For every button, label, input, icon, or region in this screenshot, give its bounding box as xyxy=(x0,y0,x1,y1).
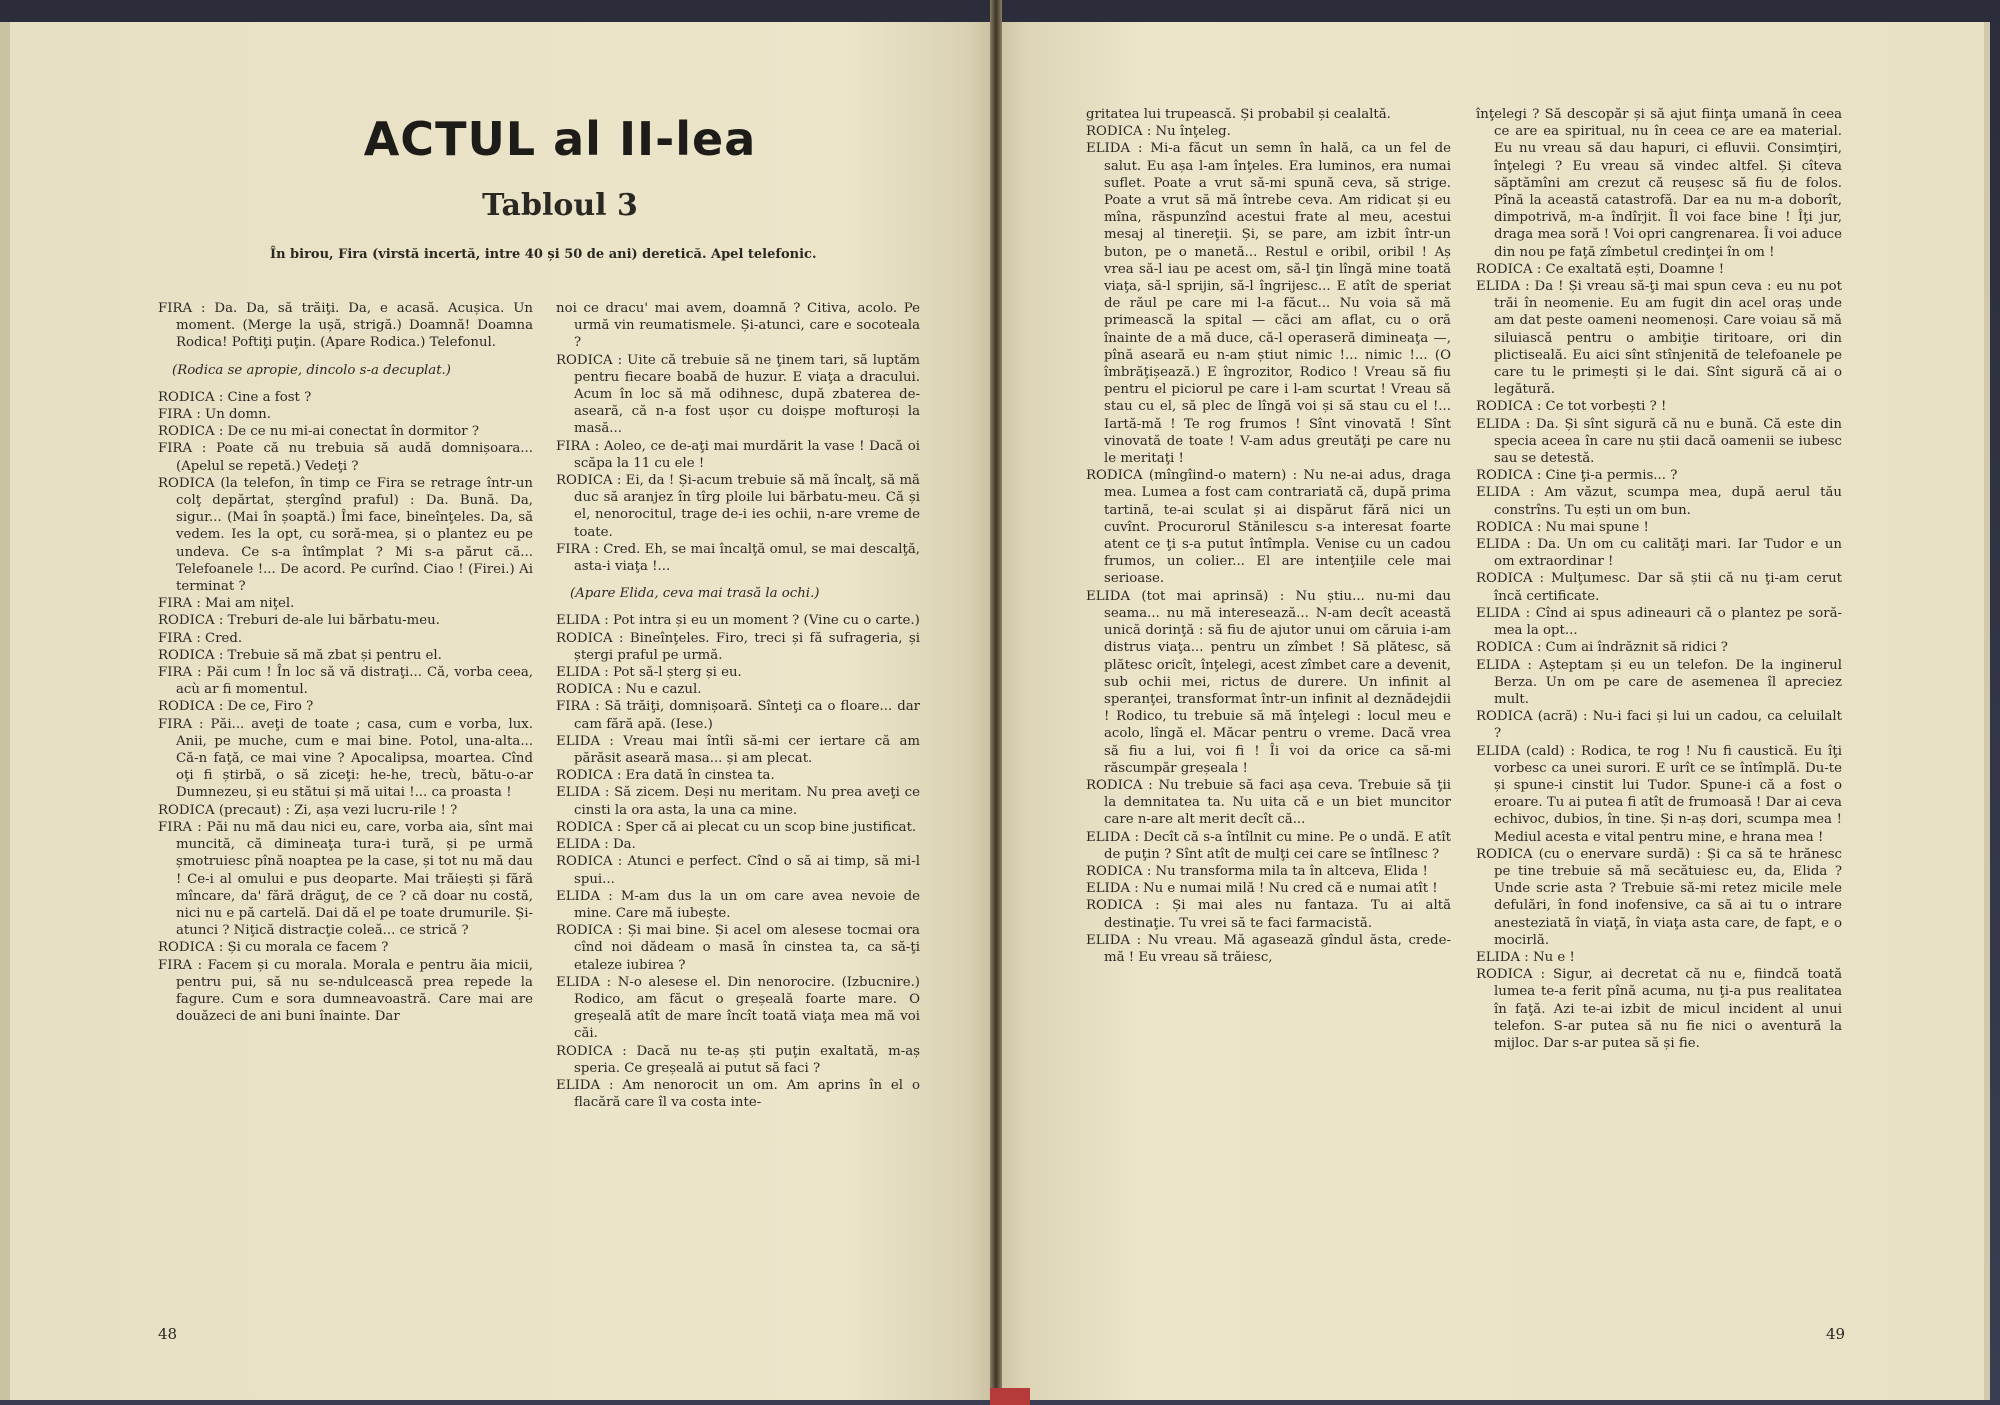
dialogue-line: ELIDA : Am văzut, scumpa mea, după aerul tău constrîns. Tu ești un om bun. xyxy=(1476,485,1842,518)
dialogue-line: RODICA : Și cu morala ce facem ? xyxy=(158,940,389,956)
dialogue-line: FIRA : Cred. xyxy=(158,630,243,646)
dialogue-line: RODICA : Și mai bine. Și acel om alesese tocmai ora cînd noi dădeam o masă în cinstea ta, ca să-ţi etaleze iubirea ? xyxy=(556,923,920,973)
dialogue-line: ELIDA : Să zicem. Deși nu meritam. Nu prea aveţi ce cinsti la ora asta, la una ca mine. xyxy=(556,785,920,818)
right-column-2 xyxy=(1476,106,1842,1052)
dialogue-line: RODICA : Nu e cazul. xyxy=(556,682,702,698)
dialogue-line: ELIDA : Da. Un om cu calităţi mari. Iar Tudor e un om extraordinar ! xyxy=(1476,537,1842,570)
dialogue-line: RODICA : Dacă nu te-aș ști puţin exaltată, m-aș speria. Ce greșeală ai putut să faci ? xyxy=(556,1043,920,1076)
dialogue-line: RODICA : Atunci e perfect. Cînd o să ai timp, să mi-l spui... xyxy=(556,854,920,887)
dialogue-line: ELIDA : Am nenorocit un om. Am aprins în el o flacără care îl va costa inte- xyxy=(556,1077,920,1111)
dialogue-line: FIRA : Să trăiţi, domnișoară. Sînteţi ca o floare... dar cam fără apă. (Iese.) xyxy=(556,699,920,732)
dialogue-line: ELIDA : Nu e numai milă ! Nu cred că e numai atît ! xyxy=(1086,881,1438,897)
dialogue-line: RODICA (precaut) : Zi, așa vezi lucru-rile ! ? xyxy=(158,802,458,818)
dialogue-line: ELIDA : Vreau mai întîi să-mi cer iertare că am părăsit aseară masa... și am plecat. xyxy=(556,733,920,767)
dialogue-line: RODICA : De ce, Firo ? xyxy=(158,699,314,715)
dialogue-line: RODICA (acră) : Nu-i faci și lui un cadou, ca celuilalt ? xyxy=(1476,709,1842,742)
dialogue-line: ELIDA : N-o alesese el. Din nenorocire. (Izbucnire.) Rodico, am făcut o greșeală foarte mare. O greșeală atît de mare încît toată viaţa mea mă voi căi. xyxy=(556,974,920,1042)
dialogue-line: RODICA : Cine ţi-a permis... ? xyxy=(1476,468,1678,484)
stage-direction: (Rodica se apropie, dincolo s-a decuplat.) xyxy=(172,362,451,378)
binding-edge xyxy=(990,1388,1030,1405)
dialogue-line: ELIDA : Da ! Și vreau să-ţi mai spun ceva : eu nu pot trăi în neomenie. Eu am fugit din acel oraș unde am dat peste oameni neomenoși. Care voiau să mă siluiască pentru o ambiţie tiritoare, ori din plictiseală. Eu aici sînt stînjenită de telefoanele pe care tu le primești și le dai. Sînt sigură că ai o legătură. xyxy=(1476,279,1842,398)
dialogue-line: ELIDA : Decît că s-a întîlnit cu mine. Pe o undă. E atît de puţin ? Sînt atît de mulţi cei care se întîlnesc ? xyxy=(1086,829,1451,862)
right-page xyxy=(996,22,1990,1400)
dialogue-line: RODICA : Sigur, ai decretat că nu e, fiindcă toată lumea te-a ferit pînă acuma, nu ţi-a pus realitatea în faţă. Azi te-ai izbit de micul incident al unui telefon. S-ar putea să nu fie nici o aventură la mijloc. Dar s-ar putea să și fie. xyxy=(1476,967,1842,1051)
dialogue-line: RODICA : Era dată în cinstea ta. xyxy=(556,768,775,784)
dialogue-line: ELIDA : Da. Și sînt sigură că nu e bună. Că este din specia aceea în care nu știi dacă oamenii se iubesc sau se detestă. xyxy=(1476,416,1842,467)
act-title: ACTUL al II-lea xyxy=(363,112,757,166)
dialogue-line: RODICA : Nu mai spune ! xyxy=(1476,519,1649,535)
dialogue-line: RODICA : Sper că ai plecat cu un scop bine justificat. xyxy=(556,819,917,835)
dialogue-line: ELIDA (cald) : Rodica, te rog ! Nu fi caustică. Eu îţi vorbesc ca unei surori. E urît ce se întîmplă. Du-te și spune-i cinstit lui Tudor. Spune-i că a fost o eroare. Tu ai putea fi atît de frumoasă ! Dar ai ceva echivoc, dubios, în tine. Și n-aș dori, scumpa mea ! Mediul acesta e vital pentru mine, e hrana mea ! xyxy=(1476,743,1842,845)
dialogue-line: ELIDA : M-am dus la un om care avea nevoie de mine. Care mă iubește. xyxy=(556,888,920,921)
stage-direction: (Apare Elida, ceva mai trasă la ochi.) xyxy=(570,586,820,602)
dialogue-line: RODICA : Nu transforma mila ta în altceva, Elida ! xyxy=(1086,863,1428,879)
dialogue-line: RODICA : Cine a fost ? xyxy=(158,389,312,405)
dialogue-line: FIRA : Aoleo, ce de-aţi mai murdărit la vase ! Dacă oi scăpa la 11 cu ele ! xyxy=(556,438,920,471)
dialogue-line: FIRA : Poate că nu trebuia să audă domnișoara... (Apelul se repetă.) Vedeţi ? xyxy=(158,441,533,474)
dialogue-line: ELIDA : Așteptam și eu un telefon. De la inginerul Berza. Un om pe care de asemenea îl apreciez mult. xyxy=(1476,657,1842,707)
dialogue-line: RODICA : De ce nu mi-ai conectat în dormitor ? xyxy=(158,424,479,440)
dialogue-line: ELIDA : Nu vreau. Mă agasează gîndul ăsta, crede-mă ! Eu vreau să trăiesc, xyxy=(1086,932,1451,965)
tableau-title: Tabloul 3 xyxy=(482,188,638,223)
dialogue-line: RODICA (cu o enervare surdă) : Și ca să te hrănesc pe tine trebuie să mă secătuiesc eu, da, Elida ? Unde scrie asta ? Trebuie să-mi retez micile mele defulări, în fond inofensive, ca să ai tu o intrare anesteziată în viaţă, în viaţa asta care, de fapt, e o mocirlă. xyxy=(1476,846,1842,948)
dialogue-line: RODICA : Cum ai îndrăznit să ridici ? xyxy=(1476,640,1728,656)
dialogue-line: FIRA : Facem și cu morala. Morala e pentru ăia micii, pentru pui, să nu se-ndulcească prea repede la fagure. Cum e sora dumneavoastră. Care mai are douăzeci de ani buni înainte. Dar xyxy=(158,957,533,1025)
right-column-1 xyxy=(1086,106,1451,966)
dialogue-line: ELIDA : Da. xyxy=(556,837,636,853)
dialogue-line: FIRA : Cred. Eh, se mai încalţă omul, se mai descalţă, asta-i viaţa !... xyxy=(556,541,920,575)
dialogue-line: FIRA : Da. Da, să trăiţi. Da, e acasă. Acușica. Un moment. (Merge la ușă, strigă.) Doamnă! Doamna Rodica! Poftiţi puţin. (Apare Rodica.) Telefonul. xyxy=(158,301,533,351)
page-number-left: 48 xyxy=(158,1325,178,1343)
dialogue-line: RODICA : Trebuie să mă zbat și pentru el. xyxy=(158,647,442,663)
left-page xyxy=(0,22,996,1400)
dialogue-line: RODICA : Treburi de-ale lui bărbatu-meu. xyxy=(158,613,440,629)
dialogue-line: RODICA : Bineînţeles. Firo, treci și fă sufrageria, și ștergi praful pe urmă. xyxy=(556,630,920,663)
dialogue-line: RODICA (la telefon, în timp ce Fira se retrage într-un colţ depărtat, ștergînd praful) : Da. Bună. Da, sigur... (Mai în șoaptă.) Îmi face, bineînţeles. Da, să vedem. Ies la opt, cu soră-mea, și o plantez eu pe undeva. Ce s-a întîmplat ? Mi s-a părut că... Telefoanele !... De acord. Pe curînd. Ciao ! (Firei.) Ai terminat ? xyxy=(158,475,533,595)
dialogue-line: gritatea lui trupească. Și probabil și cealaltă. xyxy=(1086,107,1391,122)
dialogue-line: RODICA : Și mai ales nu fantaza. Tu ai altă destinaţie. Tu vrei să te faci farmacistă. xyxy=(1086,898,1451,931)
opening-stage-direction: În birou, Fira (virstă incertă, intre 40 și 50 de ani) deretică. Apel telefonic. xyxy=(270,247,817,262)
dialogue-line: FIRA : Păi cum ! În loc să vă distraţi... Că, vorba ceea, acù ar fi momentul. xyxy=(158,665,533,698)
dialogue-line: ELIDA : Pot intra și eu un moment ? (Vine cu o carte.) xyxy=(556,613,920,629)
dialogue-line: ELIDA (tot mai aprinsă) : Nu știu... nu-mi dau seama... nu mă interesează... N-am decît această unică dorinţă : să fiu de ajutor unui om căruia i-am distrus viaţa... pentru un zîmbet ! Să plătesc, să plătesc oricît, înţelegi, acest zîmbet care a devenit, sub ochii mei, rictus de durere. Un infinit al speranţei, transformat într-un infinit al deznădejdii ! Rodico, tu trebuie să mă înţelegi : locul meu e acolo, lîngă el. Măcar pentru o vreme. Dacă vrea să fiu a lui, voi fi ! Îi voi da orice ca să-mi răscumpăr greșeala ! xyxy=(1086,588,1451,776)
dialogue-line: ELIDA : Pot să-l șterg și eu. xyxy=(556,665,742,681)
dialogue-line: înţelegi ? Să descopăr și să ajut fiinţa umană în ceea ce are ea spiritual, nu în ceea ce are ea material. Eu nu vreau să dau hapuri, ci efluvii. Consimţiri, înţelegi ? Eu vreau să vindec altfel. Și cîteva săptămîni am crezut că reușesc să fiu de folos. Pînă la această catastrofă. Dar ea nu m-a doborît, dimpotrivă, m-a îndîrjit. Îl voi face bine ! Îţi jur, draga mea soră ! Voi opri cangrenarea. Îi voi aduce din nou pe faţă zîmbetul credinţei în om ! xyxy=(1476,107,1842,260)
dialogue-line: RODICA : Nu înţeleg. xyxy=(1086,124,1231,140)
dialogue-line: RODICA : Nu trebuie să faci așa ceva. Trebuie să ţii la demnitatea ta. Nu uita că e un biet muncitor care n-are alt merit decît că... xyxy=(1086,777,1451,828)
dialogue-line: RODICA : Ce exaltată ești, Doamne ! xyxy=(1476,261,1725,277)
dialogue-line: FIRA : Păi nu mă dau nici eu, care, vorba aia, sînt mai muncită, că dimineaţa tura-i tură, și pe urmă șmotruiesc pînă noaptea pe la case, și tot nu mă dau ! Ce-i al omului e pus deoparte. Mai trăiești și fără mîncare, da' fără drăguţ, de ce ? că doar nu costă, nici nu e pă cartelă. Dai dă el pe toate drumurile. Și-atunci ? Niţică distracţie coleă... ce strică ? xyxy=(158,819,533,939)
left-column-1 xyxy=(158,300,533,1025)
dialogue-line: noi ce dracu' mai avem, doamnă ? Citiva, acolo. Pe urmă vin reumatismele. Și-atunci, care e socoteala ? xyxy=(556,301,920,351)
dialogue-line: FIRA : Mai am niţel. xyxy=(158,596,295,612)
dialogue-line: ELIDA : Nu e ! xyxy=(1476,949,1575,965)
dialogue-line: RODICA : Uite că trebuie să ne ţinem tari, să luptăm pentru fiecare boabă de huzur. E viaţa a dracului. Acum în loc să mă odihnesc, după zbaterea de-aseară, că n-a fost ușor cu doișpe mofturoși la masă... xyxy=(556,352,920,437)
page-number-right: 49 xyxy=(1826,1325,1846,1343)
dialogue-line: RODICA : Mulţumesc. Dar să știi că nu ţi-am cerut încă certificate. xyxy=(1476,571,1842,604)
dialogue-line: RODICA (mîngîind-o matern) : Nu ne-ai adus, draga mea. Lumea a fost cam contrariată că, după prima tartină, te-ai sculat și ai dispărut fără nici un cuvînt. Procurorul Stănilescu s-a interesat foarte atent ce ţi s-a putut întîmpla. Venise cu un cadou frumos, un colier... El are intenţiile cele mai serioase. xyxy=(1086,468,1451,587)
dialogue-line: FIRA : Păi... aveţi de toate ; casa, cum e vorba, lux. Anii, pe muche, cum e mai bine. Potol, una-alta... Că-n faţă, ce mai vine ? Apocalipsa, moartea. Cînd oţi fi știrbă, o să ziceţi: he-he, trecù, bătu-o-ar Dumnezeu, și eu stătui și mă uitai !... ca proasta ! xyxy=(158,716,533,801)
left-column-2 xyxy=(556,300,920,1111)
dialogue-line: RODICA : Ce tot vorbești ? ! xyxy=(1476,399,1667,415)
dialogue-line: RODICA : Ei, da ! Și-acum trebuie să mă încalţ, să mă duc să aranjez în tîrg ploile lui bărbatu-meu. Că și el, nenorocitul, trage de-i ies ochii, n-are vreme de toate. xyxy=(556,473,920,540)
dialogue-line: ELIDA : Mi-a făcut un semn în hală, ca un fel de salut. Eu așa l-am înţeles. Era luminos, era numai suflet. Poate a vrut să-mi spună ceva, să strige. Poate a vrut să mă întrebe ceva. Am ridicat și eu mîna, răspunzînd acestui frate al meu, acestui mesaj al tinereţii. Și, se pare, am izbit într-un buton, pe o manetă... Restul e oribil, oribil ! Aș vrea să-l iau pe acest om, să-l ţin lîngă mine toată viaţa, să-l sprijin, să-l îngrijesc... E atît de speriat de răul pe care mi l-a făcut... Nu voia să mă primească la spital — căci am aflat, cu o oră înainte de a mă duce, că-l operaseră dimineaţa —, pînă aseară eu n-am știut nimic !... nimic !... (O îmbrăţișează.) E îngrozitor, Rodico ! Vreau să fiu pentru el piciorul pe care i l-am scurtat ! Vreau să stau cu el, să plec de lîngă voi și să stau cu el !... Iartă-mă ! Te rog frumos ! Sînt vinovată ! Sînt vinovată de toate ! V-am adus greutăţi pe care nu le meritaţi ! xyxy=(1086,141,1451,467)
dialogue-line: ELIDA : Cînd ai spus adineauri că o plantez pe soră-mea la opt... xyxy=(1476,605,1842,639)
book-spine xyxy=(990,0,1002,1405)
dialogue-line: FIRA : Un domn. xyxy=(158,407,271,423)
